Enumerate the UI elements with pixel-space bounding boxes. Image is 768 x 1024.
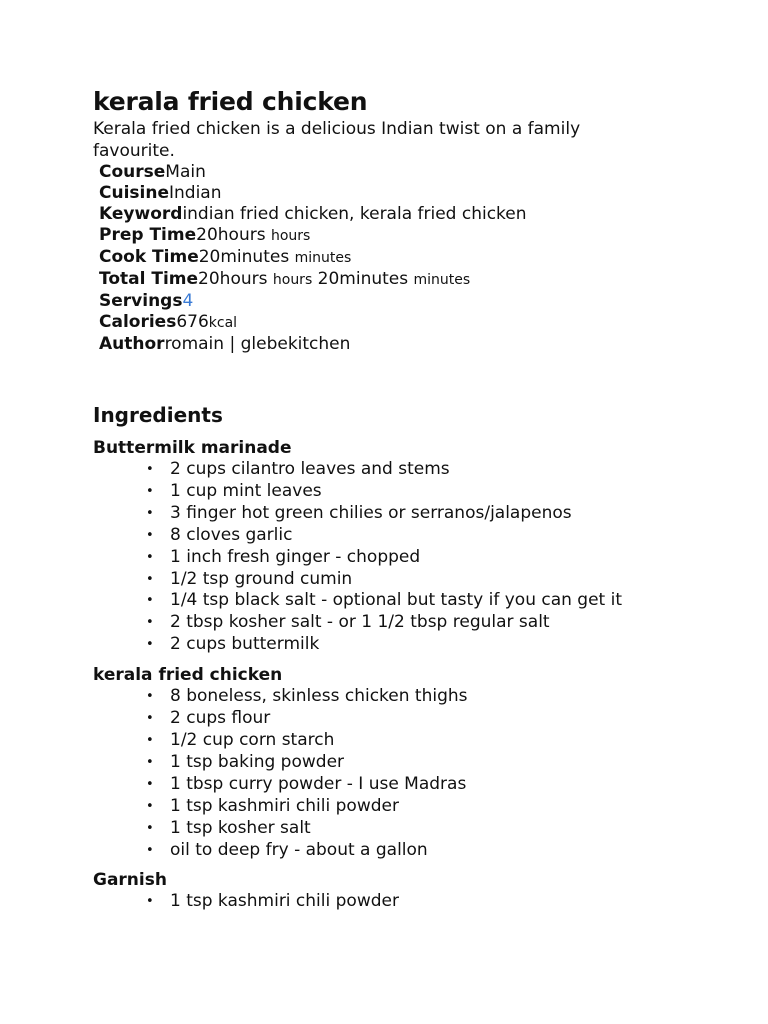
- ingredient-text: 2 cups buttermilk: [170, 634, 320, 655]
- ingredient-text: 3 finger hot green chilies or serranos/jalapenos: [170, 502, 572, 523]
- meta-calories-unit: kcal: [208, 315, 238, 331]
- bullet-icon: •: [146, 615, 154, 631]
- ingredient-text: 1 tbsp curry powder - I use Madras: [170, 773, 467, 794]
- meta-total-time-minutes-small: minutes: [413, 272, 471, 288]
- bullet-icon: •: [146, 593, 154, 609]
- bullet-icon: •: [146, 505, 154, 521]
- ingredient-item: [146, 481, 733, 503]
- bullet-icon: •: [146, 549, 154, 565]
- bullet-icon: •: [146, 820, 154, 836]
- meta-total-time-minutes-amount: 20: [317, 269, 340, 289]
- meta-course-value: Main: [165, 162, 206, 182]
- ingredient-text: 8 boneless, skinless chicken thighs: [170, 686, 468, 707]
- bullet-icon: •: [146, 798, 154, 814]
- meta-prep-time-unit: hours: [217, 225, 266, 245]
- ingredient-item: [146, 569, 733, 591]
- meta-prep-time-amount: 20: [196, 225, 218, 245]
- recipe-card: [93, 86, 733, 913]
- meta-cook-time-unit-small: minutes: [294, 250, 352, 266]
- ingredient-text: 1 cup mint leaves: [170, 480, 322, 501]
- meta-total-time-minutes-unit: minutes: [339, 269, 409, 289]
- ingredient-item: [146, 840, 733, 862]
- meta-keyword: [99, 204, 733, 225]
- bullet-icon: •: [146, 571, 154, 587]
- ingredient-text: 2 cups cilantro leaves and stems: [170, 459, 450, 479]
- recipe-title: kerala fried chicken: [93, 87, 368, 116]
- bullet-icon: •: [146, 462, 154, 477]
- meta-cuisine: [99, 183, 733, 204]
- ingredient-group-heading: Garnish: [93, 870, 167, 891]
- ingredient-group-heading: Buttermilk marinade: [93, 438, 292, 458]
- meta-author: [99, 334, 733, 355]
- ingredient-list: [93, 891, 733, 913]
- meta-cuisine-value: Indian: [168, 183, 222, 203]
- ingredient-text: 1 tsp baking powder: [170, 751, 345, 772]
- ingredient-list: [93, 686, 733, 861]
- meta-keyword-value: indian fried chicken, kerala fried chicken: [182, 204, 527, 224]
- ingredients-heading: Ingredients: [93, 403, 223, 427]
- bullet-icon: •: [146, 711, 154, 727]
- ingredient-item: [146, 612, 733, 634]
- ingredient-item: [146, 459, 733, 481]
- ingredient-list: [93, 459, 733, 656]
- recipe-summary: Kerala fried chicken is a delicious Indian twist on a family favourite.: [93, 119, 581, 161]
- meta-total-time-hours-unit: hours: [219, 269, 268, 289]
- ingredient-item: [146, 818, 733, 840]
- ingredient-text: 1/4 tsp black salt - optional but tasty if you can get it: [170, 590, 623, 611]
- ingredient-item: [146, 525, 733, 547]
- ingredient-text: 1 inch fresh ginger - chopped: [170, 546, 421, 567]
- bullet-icon: •: [146, 689, 154, 705]
- meta-total-time: [99, 269, 733, 291]
- ingredient-item: [146, 634, 733, 656]
- meta-total-time-hours-amount: 20: [198, 269, 220, 289]
- ingredient-item: [146, 686, 733, 708]
- bullet-icon: •: [146, 776, 154, 792]
- bullet-icon: •: [146, 637, 154, 653]
- meta-calories-value: 676: [176, 312, 209, 332]
- meta-total-time-label: Total Time: [99, 269, 199, 289]
- meta-servings-label: Servings: [99, 291, 183, 311]
- meta-prep-time-label: Prep Time: [99, 225, 197, 245]
- ingredient-text: 1 tsp kosher salt: [170, 817, 311, 838]
- ingredient-text: 2 tbsp kosher salt - or 1 1/2 tbsp regular salt: [170, 612, 550, 633]
- meta-course-label: Course: [99, 162, 166, 182]
- ingredient-item: [146, 590, 733, 612]
- bullet-icon: •: [146, 842, 154, 858]
- meta-course: [99, 162, 733, 183]
- ingredient-text: 1/2 tsp ground cumin: [170, 568, 353, 589]
- bullet-icon: •: [146, 527, 154, 543]
- ingredient-group-heading: kerala fried chicken: [93, 665, 283, 686]
- bullet-icon: •: [146, 732, 154, 748]
- meta-prep-time: [99, 225, 733, 247]
- ingredient-groups: [93, 437, 733, 913]
- ingredient-item: [146, 730, 733, 752]
- meta-calories: [99, 312, 733, 334]
- meta-prep-time-unit-small: hours: [270, 228, 311, 244]
- meta-cuisine-label: Cuisine: [99, 183, 169, 203]
- ingredient-item: [146, 774, 733, 796]
- recipe-meta: [93, 162, 733, 355]
- ingredient-item: [146, 796, 733, 818]
- meta-servings: [99, 291, 733, 312]
- bullet-icon: •: [146, 483, 154, 499]
- ingredient-text: 1/2 cup corn starch: [170, 729, 335, 750]
- bullet-icon: •: [146, 754, 154, 770]
- meta-keyword-label: Keyword: [99, 204, 183, 224]
- bullet-icon: •: [146, 894, 154, 910]
- ingredient-item: [146, 708, 733, 730]
- ingredient-text: 8 cloves garlic: [170, 524, 293, 545]
- meta-cook-time: [99, 247, 733, 269]
- meta-cook-time-amount: 20: [198, 247, 221, 267]
- ingredient-text: oil to deep fry - about a gallon: [170, 839, 428, 860]
- ingredient-item: [146, 752, 733, 774]
- meta-cook-time-label: Cook Time: [99, 247, 199, 267]
- meta-total-time-hours-small: hours: [272, 272, 313, 288]
- ingredient-item: [146, 503, 733, 525]
- meta-servings-value[interactable]: 4: [182, 291, 194, 311]
- ingredient-item: [146, 547, 733, 569]
- meta-cook-time-unit: minutes: [220, 247, 290, 267]
- meta-author-value: romain | glebekitchen: [164, 334, 351, 354]
- ingredient-text: 1 tsp kashmiri chili powder: [170, 795, 399, 816]
- ingredient-text: 1 tsp kashmiri chili powder: [170, 891, 399, 912]
- meta-author-label: Author: [99, 334, 165, 354]
- ingredient-text: 2 cups flour: [170, 708, 271, 729]
- ingredient-item: [146, 891, 733, 913]
- meta-calories-label: Calories: [99, 312, 177, 332]
